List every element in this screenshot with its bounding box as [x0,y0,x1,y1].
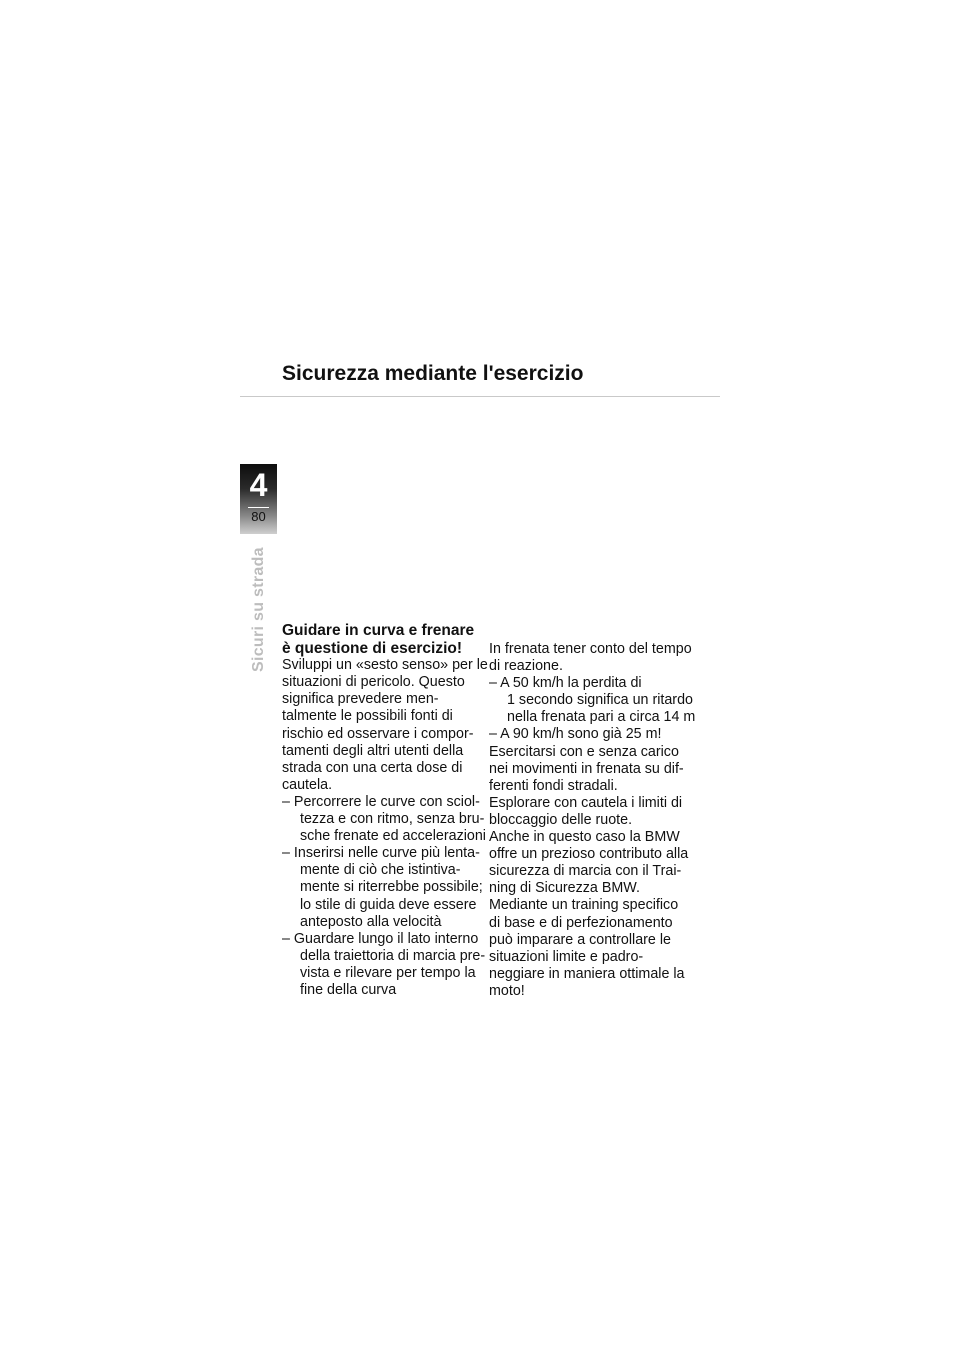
list-item-line: – A 50 km/h la perdita di [489,675,642,692]
list-item-line: – Percorrere le curve con sciol- [282,793,480,810]
left-column [282,622,492,999]
paragraph-line: rischio ed osservare i compor- [282,725,474,742]
paragraph-line: Mediante un training specifico [489,897,679,914]
paragraph-line: Anche in questo caso la BMW [489,829,680,846]
title-divider [240,396,720,397]
list-item-line: – A 90 km/h sono già 25 m! [489,726,662,743]
list-item-line: vista e rilevare per tempo la [300,964,476,981]
chapter-tab [240,464,277,534]
list-item-line: – Guardare lungo il lato interno [282,930,479,947]
list-item-line: anteposto alla velocità [300,913,442,930]
list-item-line: lo stile di guida deve essere [300,896,477,913]
list-item-line: – Inserirsi nelle curve più lenta- [282,845,480,862]
chapter-side-label: Sicuri su strada [250,547,267,672]
paragraph-line: cautela. [282,776,333,793]
paragraph-line: Esplorare con cautela i limiti di [489,794,683,811]
page-title: Sicurezza mediante l'esercizio [282,362,584,385]
list-item-line: tezza e con ritmo, senza bru- [300,811,485,828]
paragraph-line: significa prevedere men- [282,691,439,708]
list-item-line: mente si riterrebbe possibile; [300,879,483,896]
paragraph-line: Esercitarsi con e senza carico [489,743,679,760]
right-column [489,641,699,1000]
section-heading-line: Guidare in curva e frenare [282,622,475,639]
section-heading-line: è questione di esercizio! [282,639,463,657]
page-number: 80 [251,509,266,524]
paragraph-line: può imparare a controllare le [489,931,671,948]
paragraph-line: Sviluppi un «sesto senso» per le [282,657,488,674]
paragraph-line: situazioni limite e padro- [489,948,644,965]
paragraph-line: talmente le possibili fonti di [282,708,453,725]
paragraph-line: ferenti fondi stradali. [489,777,618,794]
paragraph-line: situazioni di pericolo. Questo [282,674,465,691]
chapter-number: 4 [249,467,268,503]
paragraph-line: sicurezza di marcia con il Trai- [489,863,682,880]
paragraph-line: tamenti degli altri utenti della [282,742,464,759]
paragraph-line: strada con una certa dose di [282,759,463,776]
paragraph-line: In frenata tener conto del tempo [489,641,692,657]
list-item-line: mente di ciò che istintiva- [300,862,461,879]
list-item-line: della traiettoria di marcia pre- [300,947,486,964]
list-item-line: nella frenata pari a circa 14 m [507,709,696,726]
paragraph-line: neggiare in maniera ottimale la [489,965,685,982]
list-item-line: 1 secondo significa un ritardo [507,692,693,709]
paragraph-line: ning di Sicurezza BMW. [489,880,640,897]
list-item-line: fine della curva [300,981,397,998]
paragraph-line: moto! [489,982,525,999]
chapter-tab-divider [248,507,269,508]
paragraph-line: offre un prezioso contributo alla [489,846,689,863]
paragraph-line: di reazione. [489,658,563,675]
paragraph-line: di base e di perfezionamento [489,914,673,931]
paragraph-line: bloccaggio delle ruote. [489,811,633,828]
list-item-line: sche frenate ed accelerazioni [300,828,486,845]
paragraph-line: nei movimenti in frenata su dif- [489,760,684,777]
